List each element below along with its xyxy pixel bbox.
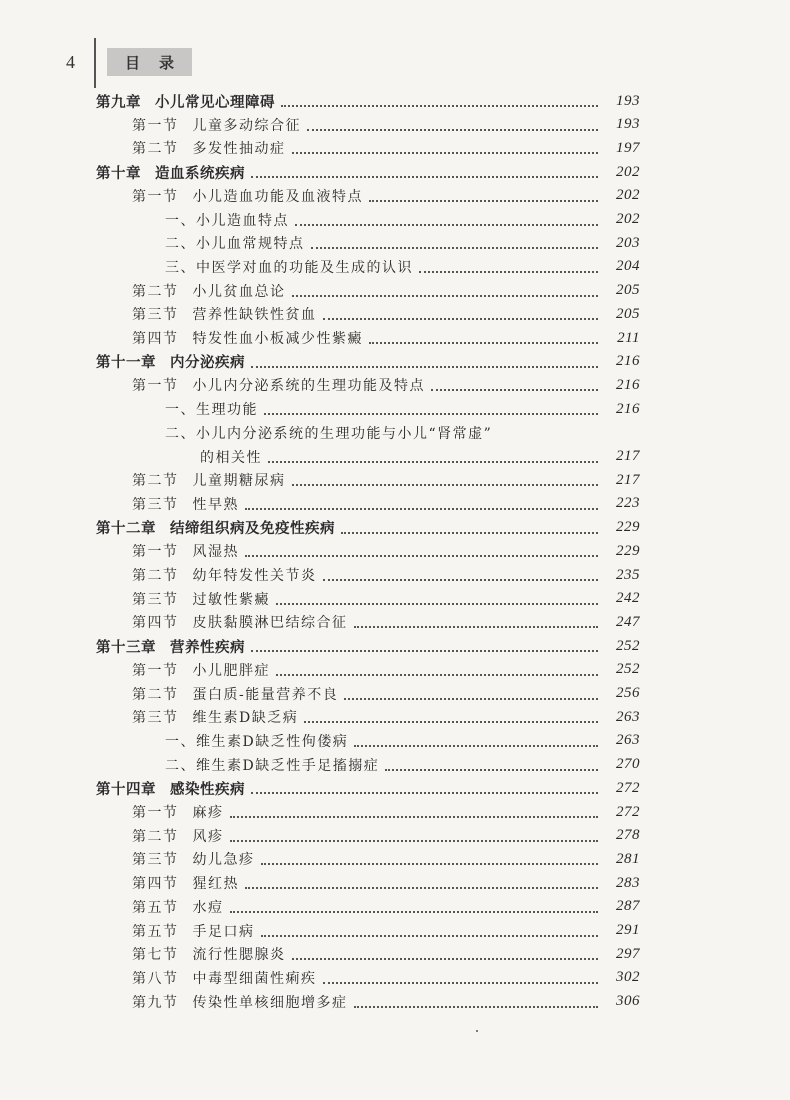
entry-page-number: 193 — [616, 116, 640, 133]
toc-entry — [132, 967, 640, 989]
dot-leader — [354, 998, 599, 1008]
dot-leader — [251, 358, 598, 368]
entry-label: 第三节 — [132, 591, 179, 608]
entry-title: 感染性疾病 — [170, 781, 245, 798]
dot-leader — [304, 713, 598, 723]
entry-page-number: 216 — [616, 376, 640, 393]
entry-label: 第三节 — [132, 710, 179, 727]
dot-leader — [245, 547, 598, 557]
entry-page-number: 216 — [616, 353, 640, 370]
entry-title: 结缔组织病及免疫性疾病 — [170, 521, 335, 538]
entry-title: 幼年特发性关节炎 — [192, 568, 317, 584]
page-speck — [476, 1030, 478, 1032]
toc-entry — [132, 611, 640, 633]
entry-title: 造血系统疾病 — [155, 165, 245, 182]
dot-leader — [323, 974, 599, 984]
entry-title: 猩红热 — [192, 876, 239, 893]
entry-title: 流行性腮腺炎 — [192, 947, 286, 964]
toc-entry — [165, 422, 604, 444]
entry-page-number: 252 — [616, 637, 640, 654]
dot-leader — [245, 500, 598, 510]
entry-title: 的相关性 — [200, 449, 262, 466]
entry-label: 第三节 — [132, 307, 179, 324]
dot-leader — [344, 690, 598, 700]
toc-entry — [132, 801, 640, 823]
dot-leader — [341, 524, 598, 534]
toc-entry — [132, 588, 640, 610]
entry-page-number: 272 — [616, 779, 640, 796]
section-header — [107, 48, 192, 76]
entry-title: 二、维生素D缺乏性手足搐搦症 — [165, 757, 380, 774]
entry-label: 第十一章 — [96, 355, 156, 372]
dot-leader — [323, 310, 599, 320]
toc-entry — [132, 920, 640, 942]
entry-label: 第二节 — [132, 473, 179, 490]
entry-label: 第一节 — [132, 117, 179, 134]
entry-title: 过敏性紫癜 — [192, 591, 270, 608]
entry-label: 第一节 — [132, 544, 179, 561]
dot-leader — [369, 334, 598, 344]
entry-label: 第五节 — [132, 923, 179, 940]
dot-leader — [230, 903, 599, 913]
dot-leader — [369, 192, 598, 202]
toc-entry — [132, 280, 640, 302]
dot-leader — [230, 832, 599, 842]
entry-title: 小儿内分泌系统的生理功能及特点 — [192, 378, 425, 395]
entry-title: 手足口病 — [192, 923, 255, 940]
entry-title: 性早熟 — [192, 496, 239, 513]
toc-entry — [165, 232, 640, 254]
entry-title: 麻疹 — [192, 805, 224, 821]
entry-title: 小儿造血功能及血液特点 — [192, 188, 363, 205]
entry-label: 第二节 — [132, 828, 179, 845]
entry-page-number: 202 — [616, 211, 640, 227]
toc-entry — [132, 896, 640, 918]
entry-title: 多发性抽动症 — [192, 141, 286, 158]
entry-label: 第二节 — [132, 141, 179, 158]
entry-page-number: 229 — [616, 519, 640, 536]
dot-leader — [251, 168, 598, 178]
entry-title: 二、小儿血常规特点 — [165, 236, 305, 253]
dot-leader — [292, 476, 599, 486]
entry-title: 小儿常见心理障碍 — [155, 94, 275, 111]
entry-label: 第十章 — [96, 165, 141, 182]
dot-leader — [307, 121, 598, 131]
dot-leader — [295, 216, 598, 226]
toc-chapter-entry — [96, 777, 640, 799]
entry-title: 营养性疾病 — [170, 639, 245, 656]
toc-entry — [132, 991, 640, 1013]
entry-title: 儿童期糖尿病 — [192, 473, 286, 490]
toc-entry — [165, 754, 640, 776]
toc-entry — [132, 114, 640, 136]
entry-page-number: 216 — [616, 400, 640, 417]
toc-entry — [200, 446, 640, 468]
header-title-char: 目 — [125, 54, 141, 72]
entry-page-number: 263 — [616, 732, 640, 749]
toc-entry — [165, 730, 640, 752]
entry-page-number: 247 — [616, 613, 640, 630]
entry-label: 第十二章 — [96, 521, 156, 538]
entry-title: 幼儿急疹 — [192, 852, 255, 869]
entry-page-number: 203 — [616, 234, 640, 251]
entry-page-number: 205 — [616, 282, 640, 299]
entry-page-number: 197 — [616, 139, 640, 156]
entry-label: 第一节 — [132, 378, 179, 395]
dot-leader — [251, 784, 598, 794]
entry-page-number: 283 — [616, 874, 640, 891]
entry-page-number: 193 — [616, 92, 640, 109]
entry-page-number: 242 — [616, 590, 640, 607]
toc-entry — [132, 185, 640, 207]
toc-entry — [132, 303, 640, 325]
dot-leader — [354, 737, 598, 747]
entry-label: 第一节 — [132, 188, 179, 205]
entry-page-number: 235 — [616, 566, 640, 583]
entry-page-number: 281 — [616, 850, 640, 867]
dot-leader — [268, 453, 598, 463]
toc-entry — [132, 872, 640, 894]
dot-leader — [385, 761, 598, 771]
header-title-char: 录 — [159, 54, 175, 72]
dot-leader — [431, 381, 598, 391]
header-divider — [94, 38, 96, 88]
page-number: 4 — [66, 52, 75, 72]
dot-leader — [323, 571, 599, 581]
entry-title: 一、生理功能 — [165, 402, 258, 419]
entry-page-number: 297 — [616, 945, 640, 962]
entry-title: 小儿肥胖症 — [192, 662, 270, 679]
entry-page-number: 217 — [616, 471, 640, 488]
entry-page-number: 204 — [616, 258, 640, 275]
entry-label: 第四节 — [132, 876, 179, 893]
toc-chapter-entry — [96, 351, 640, 373]
entry-title: 一、维生素D缺乏性佝偻病 — [165, 733, 349, 750]
dot-leader — [261, 855, 599, 865]
toc-chapter-entry — [96, 635, 640, 657]
entry-label: 第三节 — [132, 496, 179, 513]
entry-page-number: 205 — [616, 305, 640, 322]
entry-label: 第一节 — [132, 662, 179, 679]
entry-label: 第十三章 — [96, 639, 156, 656]
entry-title: 中毒型细菌性痢疾 — [192, 970, 317, 987]
entry-label: 第七节 — [132, 947, 179, 964]
dot-leader — [251, 642, 598, 652]
entry-title: 三、中医学对血的功能及生成的认识 — [165, 259, 413, 276]
toc-entry — [132, 564, 640, 586]
dot-leader — [276, 666, 598, 676]
entry-label: 第五节 — [132, 899, 179, 916]
entry-page-number: 263 — [616, 708, 640, 725]
entry-page-number: 229 — [616, 542, 640, 559]
entry-label: 第二节 — [132, 686, 179, 703]
entry-page-number: 287 — [616, 898, 640, 915]
toc-entry — [165, 256, 640, 278]
entry-page-number: 252 — [616, 661, 640, 678]
entry-page-number: 272 — [616, 803, 640, 820]
entry-title: 风湿热 — [192, 544, 239, 561]
entry-label: 第三节 — [132, 852, 179, 869]
toc-entry — [165, 398, 640, 420]
entry-page-number: 302 — [616, 969, 640, 986]
toc-entry — [132, 706, 640, 728]
toc-entry — [132, 137, 640, 159]
dot-leader — [419, 263, 598, 273]
entry-page-number: 278 — [616, 827, 640, 844]
toc-chapter-entry — [96, 90, 640, 112]
entry-label: 第二节 — [132, 283, 179, 300]
toc-chapter-entry — [96, 161, 640, 183]
entry-label: 第一节 — [132, 805, 179, 821]
entry-label: 第四节 — [132, 331, 179, 347]
entry-page-number: 270 — [616, 756, 640, 773]
entry-title: 特发性血小板减少性紫癜 — [192, 331, 363, 347]
entry-page-number: 291 — [616, 922, 640, 938]
entry-title: 二、小儿内分泌系统的生理功能与小儿“肾常虚” — [165, 425, 493, 442]
toc-entry — [132, 327, 640, 349]
dot-leader — [245, 879, 598, 889]
dot-leader — [281, 97, 598, 107]
toc-entry — [132, 825, 640, 847]
entry-title: 水痘 — [192, 899, 224, 916]
toc-entry — [132, 943, 640, 965]
entry-page-number: 217 — [616, 448, 640, 464]
entry-label: 第二节 — [132, 568, 179, 584]
toc-entry — [165, 209, 640, 231]
dot-leader — [276, 595, 598, 605]
dot-leader — [261, 927, 599, 937]
entry-label: 第十四章 — [96, 781, 156, 798]
entry-page-number: 223 — [616, 495, 640, 512]
entry-title: 一、小儿造血特点 — [165, 212, 289, 229]
dot-leader — [230, 808, 599, 818]
dot-leader — [264, 405, 598, 415]
dot-leader — [292, 144, 599, 154]
entry-title: 营养性缺铁性贫血 — [192, 307, 317, 324]
toc-entry — [132, 493, 640, 515]
entry-title: 皮肤黏膜淋巴结综合征 — [192, 615, 348, 632]
entry-title: 维生素D缺乏病 — [192, 710, 299, 727]
dot-leader — [292, 287, 599, 297]
toc-entry — [132, 374, 640, 396]
entry-title: 小儿贫血总论 — [192, 283, 286, 300]
toc-entry — [132, 659, 640, 681]
entry-page-number: 202 — [616, 163, 640, 180]
entry-title: 风疹 — [192, 828, 224, 845]
dot-leader — [354, 618, 599, 628]
entry-page-number: 256 — [616, 685, 640, 701]
entry-page-number: 306 — [616, 993, 640, 1010]
entry-label: 第四节 — [132, 615, 179, 632]
entry-label: 第九章 — [96, 94, 141, 111]
entry-title: 内分泌疾病 — [170, 355, 245, 372]
toc-entry — [132, 540, 640, 562]
toc-entry — [132, 683, 640, 705]
entry-title: 蛋白质-能量营养不良 — [192, 686, 339, 703]
entry-title: 传染性单核细胞增多症 — [192, 994, 348, 1011]
dot-leader — [311, 239, 599, 249]
toc-chapter-entry — [96, 517, 640, 539]
entry-label: 第九节 — [132, 994, 179, 1011]
entry-title: 儿童多动综合征 — [192, 117, 301, 134]
dot-leader — [292, 950, 599, 960]
entry-page-number: 211 — [617, 329, 640, 346]
toc-entry — [132, 848, 640, 870]
toc-entry — [132, 469, 640, 491]
entry-label: 第八节 — [132, 970, 179, 987]
entry-page-number: 202 — [616, 187, 640, 204]
